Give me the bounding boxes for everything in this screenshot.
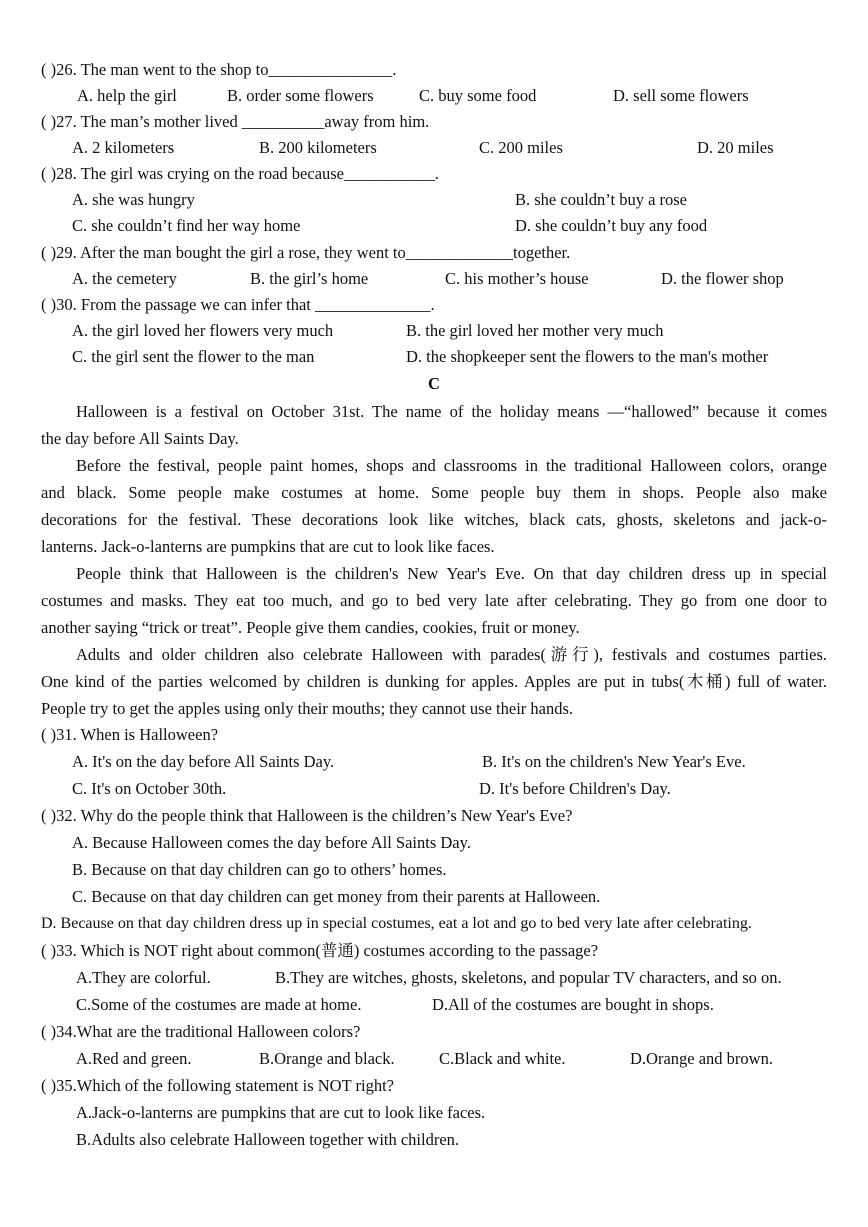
option-35-b: B.Adults also celebrate Halloween together with children.: [76, 1130, 460, 1149]
option-30-b: B. the girl loved her mother very much: [406, 321, 664, 340]
option-31-b: B. It's on the children's New Year's Eve.: [482, 752, 746, 771]
option-29-b: B. the girl’s home: [250, 269, 369, 288]
passage-line: another saying “trick or treat”. People give them candies, cookies, fruit or money.: [41, 618, 580, 637]
option-30-c: C. the girl sent the flower to the man: [72, 347, 315, 366]
option-28-b: B. she couldn’t buy a rose: [515, 190, 688, 209]
option-30-a: A. the girl loved her flowers very much: [72, 321, 334, 340]
question-27-stem: ( )27. The man’s mother lived __________away from him.: [41, 112, 430, 131]
passage-line: Before the festival, people paint homes, shops and classrooms in the traditional Halloween colors, orange: [76, 456, 827, 475]
option-30-d: D. the shopkeeper sent the flowers to the man's mother: [406, 347, 769, 366]
passage-line: the day before All Saints Day.: [41, 429, 239, 448]
option-31-c: C. It's on October 30th.: [72, 779, 227, 798]
option-33-a: A.They are colorful.: [76, 968, 211, 987]
passage-line: decorations for the festival. These decorations look like witches, black cats, ghosts, skeletons and jack-o-: [41, 510, 827, 529]
option-27-a: A. 2 kilometers: [72, 138, 175, 157]
question-32-stem: ( )32. Why do the people think that Halloween is the children’s New Year's Eve?: [41, 806, 573, 825]
option-32-c: C. Because on that day children can get money from their parents at Halloween.: [72, 887, 601, 906]
option-26-a: A. help the girl: [77, 86, 177, 105]
option-34-d: D.Orange and brown.: [630, 1049, 773, 1068]
option-33-b: B.They are witches, ghosts, skeletons, and popular TV characters, and so on.: [275, 968, 782, 987]
option-28-a: A. she was hungry: [72, 190, 195, 209]
option-31-d: D. It's before Children's Day.: [479, 779, 671, 798]
option-29-c: C. his mother’s house: [445, 269, 589, 288]
option-34-b: B.Orange and black.: [259, 1049, 395, 1068]
option-26-b: B. order some flowers: [227, 86, 374, 105]
passage-line: People try to get the apples using only their mouths; they cannot use their hands.: [41, 699, 574, 718]
option-29-a: A. the cemetery: [72, 269, 177, 288]
question-29-stem: ( )29. After the man bought the girl a rose, they went to_____________together.: [41, 243, 571, 262]
passage-line: People think that Halloween is the children's New Year's Eve. On that day children dress up in special: [76, 564, 827, 583]
option-29-d: D. the flower shop: [661, 269, 784, 288]
option-34-a: A.Red and green.: [76, 1049, 192, 1068]
option-32-a: A. Because Halloween comes the day before All Saints Day.: [72, 833, 471, 852]
question-35-stem: ( )35.Which of the following statement is NOT right?: [41, 1076, 394, 1095]
option-35-a: A.Jack-o-lanterns are pumpkins that are cut to look like faces.: [76, 1103, 486, 1122]
passage-line: and black. Some people make costumes at home. Some people buy them in shops. People also make: [41, 483, 827, 502]
question-31-stem: ( )31. When is Halloween?: [41, 725, 219, 744]
option-27-d: D. 20 miles: [697, 138, 774, 157]
question-28-stem: ( )28. The girl was crying on the road because___________.: [41, 164, 439, 183]
option-27-b: B. 200 kilometers: [259, 138, 377, 157]
option-33-c: C.Some of the costumes are made at home.: [76, 995, 362, 1014]
option-26-c: C. buy some food: [419, 86, 537, 105]
option-31-a: A. It's on the day before All Saints Day.: [72, 752, 335, 771]
option-28-c: C. she couldn’t find her way home: [72, 216, 301, 235]
option-34-c: C.Black and white.: [439, 1049, 566, 1068]
passage-line: costumes and masks. They eat too much, and go to bed very late after celebrating. They go from one door to: [41, 591, 827, 610]
question-30-stem: ( )30. From the passage we can infer that ______________.: [41, 295, 435, 314]
option-32-b: B. Because on that day children can go to others’ homes.: [72, 860, 447, 879]
passage-line: Halloween is a festival on October 31st. The name of the holiday means —“hallowed” because it comes: [76, 402, 827, 421]
passage-line: One kind of the parties welcomed by children is dunking for apples. Apples are put in tubs(木桶) full of water.: [41, 672, 827, 691]
question-34-stem: ( )34.What are the traditional Halloween colors?: [41, 1022, 361, 1041]
option-32-d: D. Because on that day children dress up in special costumes, eat a lot and go to bed very late after celebrating.: [41, 915, 752, 932]
passage-line: lanterns. Jack-o-lanterns are pumpkins that are cut to look like faces.: [41, 537, 495, 556]
option-33-d: D.All of the costumes are bought in shops.: [432, 995, 714, 1014]
question-33-stem: ( )33. Which is NOT right about common(普通) costumes according to the passage?: [41, 941, 599, 960]
option-27-c: C. 200 miles: [479, 138, 563, 157]
question-26-stem: ( )26. The man went to the shop to_______________.: [41, 60, 397, 79]
option-28-d: D. she couldn’t buy any food: [515, 216, 708, 235]
passage-line: Adults and older children also celebrate Halloween with parades(游行), festivals and costumes parties.: [76, 645, 827, 664]
section-heading: C: [428, 374, 440, 393]
option-26-d: D. sell some flowers: [613, 86, 749, 105]
